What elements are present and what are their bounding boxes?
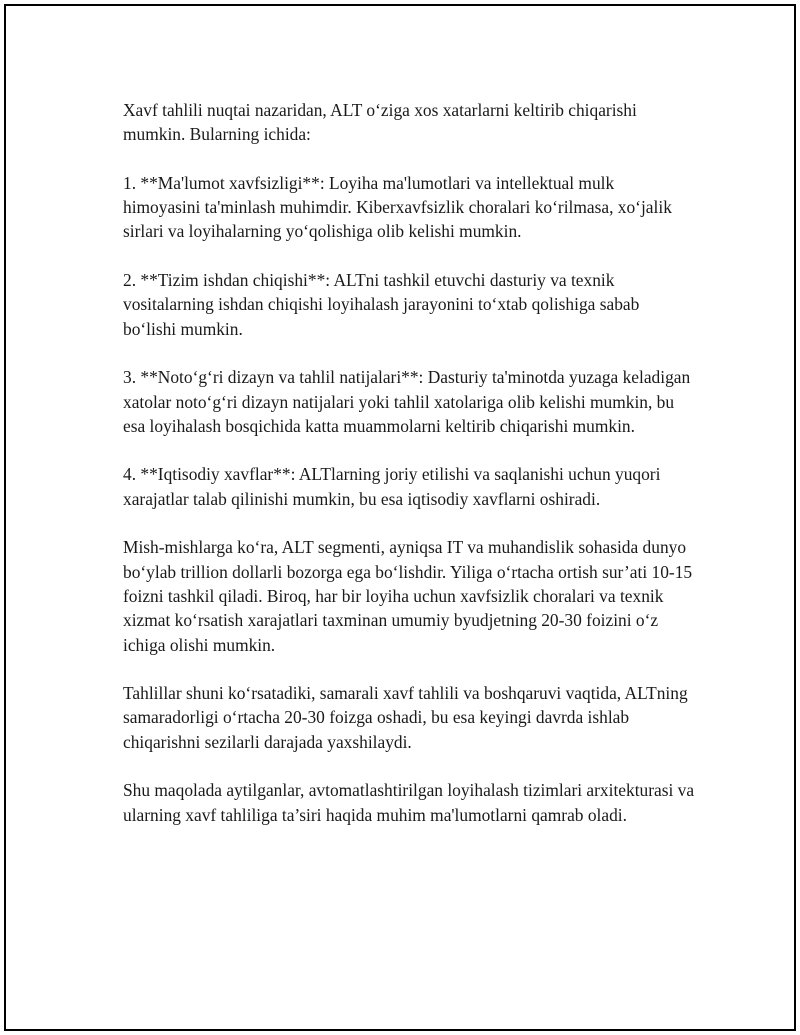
- page-frame: [4, 4, 796, 1031]
- list-item-economic-risks: 4. **Iqtisodiy xavflar**: ALTlarning joriy etilishi va saqlanishi uchun yuqori xarajatlar talab qilinishi mumkin, bu esa iqtisodiy xavflarni oshiradi.: [123, 464, 661, 509]
- list-item-design-errors: 3. **Noto‘g‘ri dizayn va tahlil natijalari**: Dasturiy ta'minotda yuzaga keladigan xatolar noto‘g‘ri dizayn natijalari yoki tahlil xatolariga olib kelishi mumkin, bu esa loyihalash bosqichida katta muammolarni keltirib chiqarishi mumkin.: [123, 367, 691, 436]
- market-paragraph: Mish-mishlarga ko‘ra, ALT segmenti, ayniqsa IT va muhandislik sohasida dunyo bo‘ylab trillion dollarli bozorga ega bo‘lishdir. Yiliga o‘rtacha ortish sur’ati 10-15 foizni tashkil qiladi. Biroq, har bir loyiha uchun xavfsizlik choralari va texnik xizmat ko‘rsatish xarajatlari taxminan umumiy byudjetning 20-30 foizini o‘z ichiga olishi mumkin.: [123, 537, 693, 655]
- intro-paragraph: Xavf tahlili nuqtai nazaridan, ALT o‘ziga xos xatarlarni keltirib chiqarishi mumkin. Bularning ichida:: [123, 100, 637, 145]
- list-item-system-failure: 2. **Tizim ishdan chiqishi**: ALTni tashkil etuvchi dasturiy va texnik vositalarning ishdan chiqishi loyihalash jarayonini to‘xtab qolishiga sabab bo‘lishi mumkin.: [123, 270, 640, 339]
- analysis-paragraph: Tahlillar shuni ko‘rsatadiki, samarali xavf tahlili va boshqaruvi vaqtida, ALTning samaradorligi o‘rtacha 20-30 foizga oshadi, bu esa keyingi davrda ishlab chiqarishni sezilarli darajada yaxshilaydi.: [123, 683, 688, 752]
- document-body: [123, 98, 695, 851]
- conclusion-paragraph: Shu maqolada aytilganlar, avtomatlashtirilgan loyihalash tizimlari arxitekturasi va ularning xavf tahliliga ta’siri haqida muhim ma'lumotlarni qamrab oladi.: [123, 780, 695, 825]
- list-item-data-security: 1. **Ma'lumot xavfsizligi**: Loyiha ma'lumotlari va intellektual mulk himoyasini ta'minlash muhimdir. Kiberxavfsizlik choralari ko‘rilmasa, xo‘jalik sirlari va loyihalarning yo‘qolishiga olib kelishi mumkin.: [123, 172, 672, 242]
